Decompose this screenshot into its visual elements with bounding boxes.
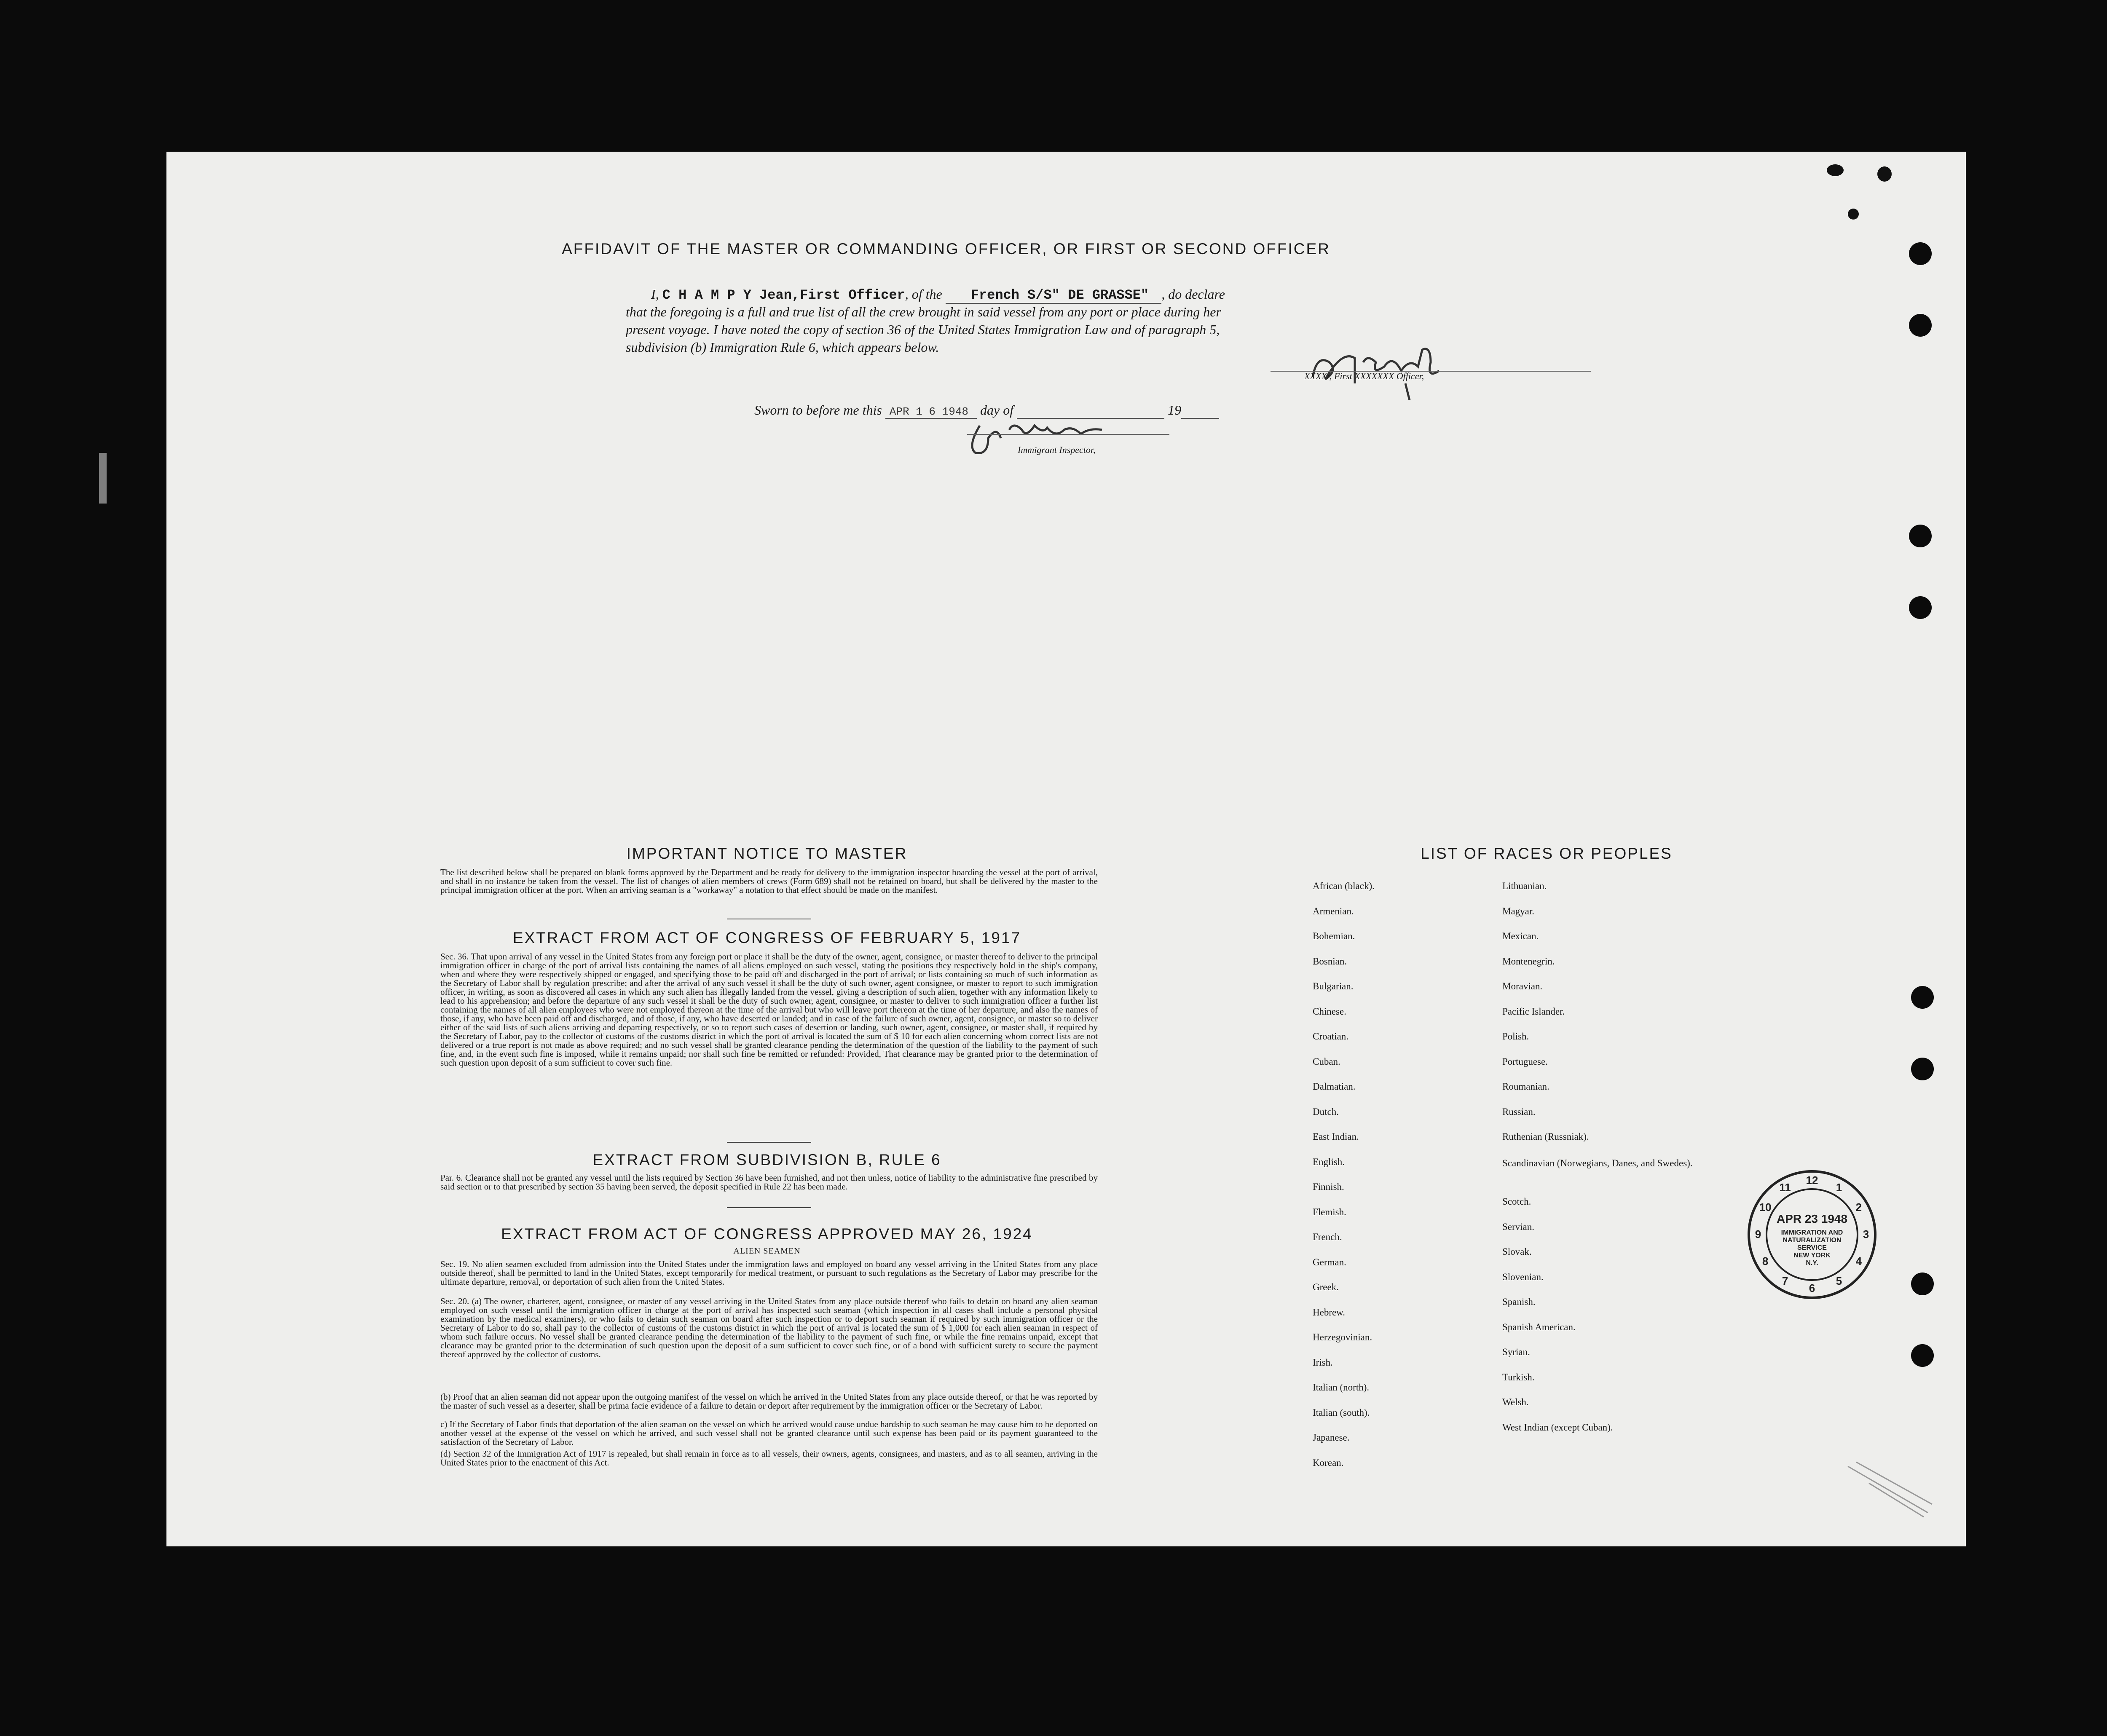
race-item: Croatian. — [1313, 1031, 1348, 1042]
stamp-ring-number: 12 — [1806, 1174, 1818, 1187]
race-item: Spanish. — [1502, 1297, 1536, 1307]
stamp-ring-number: 4 — [1855, 1255, 1862, 1267]
year-prefix: 19 — [1168, 402, 1182, 418]
stamp-ring-number: 7 — [1782, 1274, 1788, 1287]
race-item: African (black). — [1313, 881, 1375, 891]
race-item: Slovenian. — [1502, 1271, 1544, 1282]
ink-speck — [1827, 164, 1844, 176]
stamp-ring-number: 11 — [1779, 1181, 1791, 1194]
race-item: Irish. — [1313, 1357, 1333, 1368]
film-edge-mark — [99, 453, 107, 504]
rule-6-text: Par. 6. Clearance shall not be granted any vessel until the lists required by Section 36 have been furnished, and not then unless, notice of liability to the administrative fine prescribed by said section or to that prescribed by section 35 having been served, the deposit specified in Rule 22 has been made. — [440, 1173, 1098, 1192]
scratch-marks — [1844, 1458, 1936, 1521]
race-item: French. — [1313, 1232, 1342, 1242]
stamp-ring-number: 6 — [1809, 1282, 1815, 1294]
stamp-ring-number: 10 — [1759, 1201, 1772, 1214]
race-item: Polish. — [1502, 1031, 1529, 1042]
race-item: Greek. — [1313, 1282, 1339, 1292]
rule-6-heading: EXTRACT FROM SUBDIVISION B, RULE 6 — [592, 1151, 941, 1168]
binder-hole — [1911, 986, 1934, 1009]
race-item: Hebrew. — [1313, 1307, 1346, 1318]
stamp-ring-number: 5 — [1836, 1274, 1842, 1287]
race-item: Italian (north). — [1313, 1382, 1370, 1393]
binder-hole — [1911, 1273, 1934, 1295]
race-item: Magyar. — [1502, 906, 1535, 916]
act-1917-text: Sec. 36. That upon arrival of any vessel in the United States from any foreign port or place it shall be the duty of the owner, agent, consignee, or master thereof to deliver to the principal immigration officer in charge of the port of arrival lists containing the names of all aliens employed on such vessel, stating the positions they respectively hold in the ship's company, when and where they were respectively shipped or engaged, and specifying those to be paid off and discharged in the port of arrival; or lists containing so much of such information as the Secretary of Labor shall by regulation prescribe; and after the arrival of any such vessel it shall be the duty of such owner, agent consignee, or master to report to such immigration officer, in writing, as soon as discovered all cases in which any such alien has illegally landed from the vessel, giving a description of such alien, together with any information likely to lead to his apprehension; and before the departure of any such vessel it shall be the duty of such owner, agent, consignee, or master to deliver to such immigration officer a further list containing the names of all alien employees who were not employed thereon at the time of the arrival but who will leave port thereon at the time of her departure, and also the names of those, if any, who have been paid off and discharged, and of those, if any, who have deserted or landed; and in case of the failure of such owner, agent, consignee, or master so to deliver either of the said lists of such aliens arriving and departing respectively, or so to report such cases of desertion or landing, such owner, agent, consignee, or master shall, if required by the Secretary of Labor, pay to the collector of customs of the customs district in which the port of arrival is located the sum of $ 10 for each alien concerning whom correct lists are not delivered or a true report is not made as above required; and no such vessel shall be granted clearance pending the determination of the question of the liability to the payment of such fine, and, in the event such fine is imposed, while it remains unpaid; nor shall such fine be remitted or refunded: Provided, That clearance may be granted prior to the determination of such question upon deposit of a sum sufficient to cover such fine. — [440, 951, 1098, 1068]
binder-hole — [1911, 1344, 1934, 1367]
stamp-ring-number: 3 — [1863, 1228, 1869, 1240]
race-item: Scandinavian (Norwegians, Danes, and Swedes). — [1502, 1157, 1693, 1168]
act-1924-sec20d: (d) Section 32 of the Immigration Act of 1917 is repealed, but shall remain in force as to all vessels, their owners, agents, consignees, and masters, and as to all seamen, arriving in the United States prior to the enactment of this Act. — [440, 1449, 1098, 1468]
binder-hole — [1909, 596, 1932, 619]
stamp-date: APR 23 1948 — [1776, 1212, 1848, 1225]
act-1924-sec20b: (b) Proof that an alien seaman did not appear upon the outgoing manifest of the vessel on which he arrived in the United States from any place outside thereof, or that he was reported by the master of such vessel as a deserter, shall be prima facie evidence of a failure to detain or deport after requirement by the immigration officer or the Secretary of Labor. — [440, 1392, 1098, 1411]
binder-hole — [1909, 314, 1932, 337]
race-item: Scotch. — [1502, 1196, 1531, 1207]
ink-speck — [1848, 209, 1859, 220]
race-item: East Indian. — [1313, 1131, 1359, 1142]
race-item: Bohemian. — [1313, 931, 1355, 941]
race-item: Slovak. — [1502, 1246, 1532, 1257]
race-item: Mexican. — [1502, 931, 1539, 941]
stamp-line-2: NATURALIZATION — [1783, 1237, 1842, 1244]
notice-heading: IMPORTANT NOTICE TO MASTER — [626, 845, 908, 862]
race-item: Lithuanian. — [1502, 881, 1547, 891]
affidavit-line-1 — [651, 287, 1225, 304]
inspector-caption: Immigrant Inspector, — [1018, 445, 1096, 455]
race-item: Turkish. — [1502, 1372, 1535, 1382]
binder-hole — [1909, 242, 1932, 265]
act-1924-sec20c: c) If the Secretary of Labor finds that deportation of the alien seaman on the vessel on which he arrived would cause undue hardship to such seaman he may cause him to be deported on another vessel at the expense of the vessel on which he arrived, and such vessel shall not be granted clearance until such expense has been paid or its payment guaranteed to the satisfaction of the Secretary of Labor. — [440, 1419, 1098, 1447]
race-item: West Indian (except Cuban). — [1502, 1422, 1613, 1433]
vessel-blank — [946, 287, 1161, 304]
act-1917-heading: EXTRACT FROM ACT OF CONGRESS OF FEBRUARY 5, 1917 — [512, 929, 1021, 946]
affidavit-line-4: subdivision (b) Immigration Rule 6, which appears below. — [626, 340, 939, 355]
sworn-text: Sworn to before me this — [754, 402, 882, 418]
affidavit-line-3: present voyage. I have noted the copy of section 36 of the United States Immigration Law and of paragraph 5, — [626, 322, 1220, 337]
officer-name: C H A M P Y Jean,First Officer — [662, 287, 905, 303]
race-item: English. — [1313, 1156, 1345, 1167]
stamp-ring-number: 9 — [1755, 1228, 1761, 1240]
divider — [727, 1142, 811, 1143]
race-item: Roumanian. — [1502, 1081, 1549, 1092]
act-1924-subheading: ALIEN SEAMEN — [733, 1246, 801, 1256]
act-1924-heading: EXTRACT FROM ACT OF CONGRESS APPROVED MAY 26, 1924 — [501, 1225, 1033, 1243]
stamp-ring-number: 1 — [1836, 1181, 1842, 1194]
race-item: Spanish American. — [1502, 1321, 1576, 1332]
race-item: Portuguese. — [1502, 1056, 1548, 1067]
stamp-line-3: SERVICE — [1797, 1244, 1827, 1251]
act-1924-sec20a: Sec. 20. (a) The owner, charterer, agent, consignee, or master of any vessel arriving in the United States from any place outside thereof who fails to detain on board any alien seaman employed on such vessel until the immigration officer in charge at the port of arrival has inspected such seaman (which inspection in all cases shall include a personal physical examination by the medical examiners), or who fails to detain such seaman on board after such inspection or to deport such seaman if required by such immigration officer or the Secretary of Labor to do so, shall pay to the collector of customs of the customs district in which the port of arrival is located the sum of $ 1,000 for each alien seaman in respect of whom such failure occurs. No vessel shall be granted clearance pending the determination of the liability to the payment of such fine, or while the fine remains unpaid, except that clearance may be granted prior to the determination of such question upon the deposit of a sum sufficient to cover such fine, or of a bond with sufficient surety to secure the payment thereof approved by the collector of customs. — [440, 1296, 1098, 1359]
ink-speck — [1877, 166, 1892, 182]
notice-text: The list described below shall be prepared on blank forms approved by the Department and be ready for delivery to the immigration inspector boarding the vessel at the port of arrival, and shall in no instance be taken from the vessel. The list of changes of alien members of crews (Form 689) shall not be retained on board, but shall be delivered by the master to the principal immigration officer at the port. When an arriving seaman is a "workaway" a notation to that effect should be made on the manifest. — [440, 867, 1098, 895]
stamp-line-5: N.Y. — [1806, 1259, 1818, 1267]
race-item: Montenegrin. — [1502, 956, 1555, 967]
race-item: Dutch. — [1313, 1106, 1339, 1117]
receipt-stamp — [1745, 1167, 1879, 1302]
of-the-text: , of the — [905, 287, 942, 302]
officer-signature — [1304, 337, 1485, 400]
day-of-text: day of — [980, 402, 1014, 418]
race-item: Chinese. — [1313, 1006, 1346, 1017]
race-item: Herzegovinian. — [1313, 1332, 1372, 1342]
race-item: Russian. — [1502, 1106, 1536, 1117]
affidavit-line-2: that the foregoing is a full and true list of all the crew brought in said vessel from any port or place during her — [626, 304, 1221, 319]
race-item: Moravian. — [1502, 981, 1543, 991]
declaration-prefix: I, — [651, 287, 659, 302]
race-item: Armenian. — [1313, 906, 1354, 916]
document-page — [166, 152, 1966, 1546]
year-blank — [1181, 402, 1219, 419]
inspector-line — [967, 434, 1169, 435]
race-item: Syrian. — [1502, 1347, 1530, 1357]
race-item: Japanese. — [1313, 1432, 1350, 1443]
binder-hole — [1909, 525, 1932, 547]
race-item: Ruthenian (Russniak). — [1502, 1131, 1589, 1142]
act-1924-sec19: Sec. 19. No alien seamen excluded from admission into the United States under the immigration laws and employed on board any vessel arriving in the United States from any place outside thereof, shall be permitted to land in the United States, except temporarily for medical treatment, or pursuant to such regulations as the Secretary of Labor may prescribe for the ultimate departure, removal, or deportation of such alien from the United States. — [440, 1259, 1098, 1287]
race-item: Italian (south). — [1313, 1407, 1370, 1418]
race-item: Pacific Islander. — [1502, 1006, 1565, 1017]
races-heading: LIST OF RACES OR PEOPLES — [1421, 845, 1673, 862]
stamp-line-1: IMMIGRATION AND — [1781, 1229, 1843, 1236]
affidavit-heading: AFFIDAVIT OF THE MASTER OR COMMANDING OFFICER, OR FIRST OR SECOND OFFICER — [562, 240, 1330, 257]
officer-caption: XXXXr, First XXXXXXX Officer, — [1304, 371, 1424, 381]
race-item: Finnish. — [1313, 1181, 1344, 1192]
stamp-line-4: NEW YORK — [1793, 1252, 1831, 1259]
stamp-ring-number: 8 — [1762, 1255, 1769, 1267]
sworn-date-stamp: APR 1 6 1948 — [889, 405, 969, 418]
race-item: Cuban. — [1313, 1056, 1340, 1067]
race-item: Dalmatian. — [1313, 1081, 1356, 1092]
declare-text: , do declare — [1161, 287, 1225, 302]
race-item: Bulgarian. — [1313, 981, 1354, 991]
race-item: Flemish. — [1313, 1206, 1346, 1217]
divider — [727, 1207, 811, 1208]
binder-hole — [1911, 1058, 1934, 1080]
race-item: Servian. — [1502, 1221, 1535, 1232]
race-item: Bosnian. — [1313, 956, 1347, 967]
race-item: German. — [1313, 1256, 1346, 1267]
race-item: Welsh. — [1502, 1397, 1529, 1407]
vessel-name: French S/S" DE GRASSE" — [970, 287, 1149, 303]
stamp-ring-number: 2 — [1855, 1201, 1862, 1214]
race-item: Korean. — [1313, 1457, 1344, 1468]
